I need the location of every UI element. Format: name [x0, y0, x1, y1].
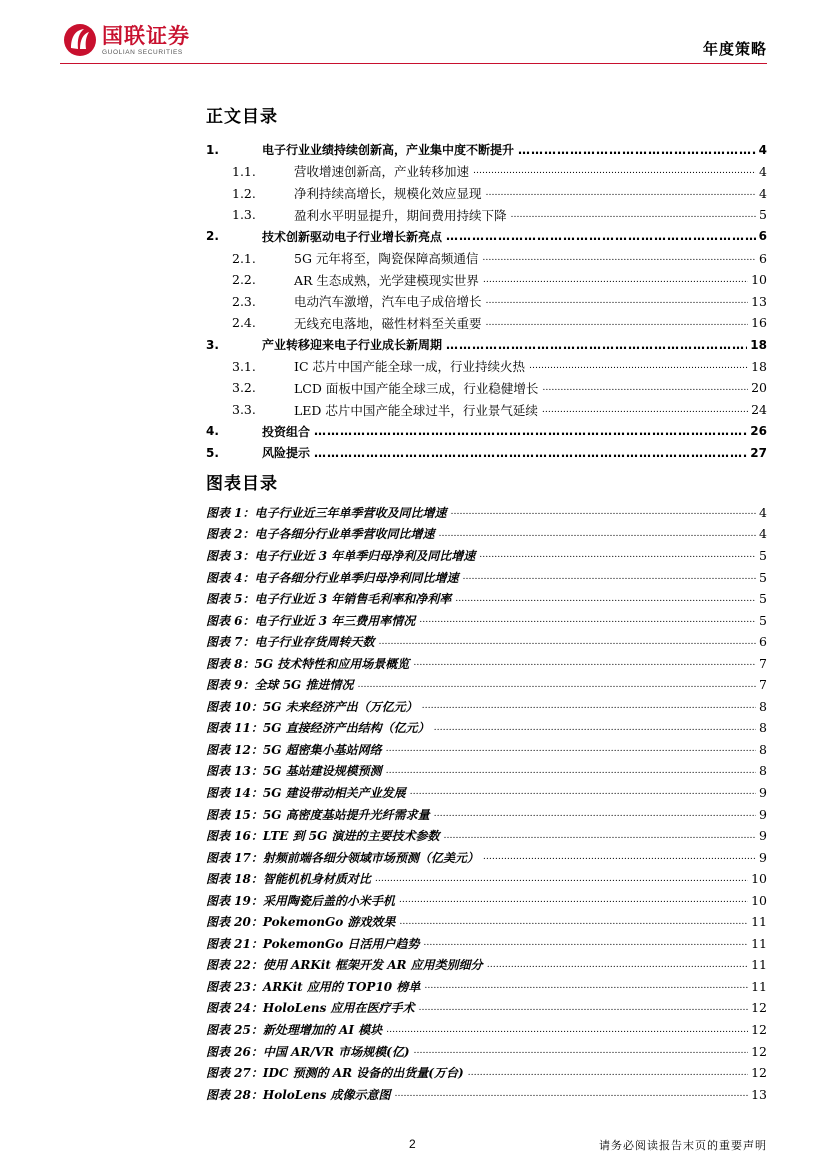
- toc-entry[interactable]: [206, 377, 767, 399]
- toc-entry-title: 5G 元年将至，陶瓷保障高频通信: [294, 251, 479, 267]
- toc-entry-page: 4: [759, 185, 767, 201]
- toc-entry[interactable]: [206, 204, 767, 226]
- figure-entry-title: 图表 2：电子各细分行业单季营收同比增速: [206, 527, 435, 542]
- toc-entry-title: 风险提示: [262, 446, 311, 461]
- figure-entry-link[interactable]: [206, 849, 767, 866]
- dot-leader: [473, 164, 756, 178]
- figure-entry[interactable]: [206, 1062, 767, 1084]
- toc-entry[interactable]: [206, 420, 767, 442]
- figure-entry[interactable]: [206, 609, 767, 631]
- figure-entry-title: 图表 11：5G 直接经济产出结构（亿元）: [206, 721, 430, 736]
- dot-leader: [483, 850, 756, 864]
- toc-entry-page: 26: [750, 424, 767, 439]
- dot-leader: [486, 294, 749, 308]
- figure-entry[interactable]: [206, 760, 767, 782]
- toc-entry[interactable]: [206, 247, 767, 269]
- figure-entry-link[interactable]: [206, 935, 767, 952]
- figure-entry-link[interactable]: [206, 999, 767, 1016]
- figure-entry-title: 图表 28：HoloLens 成像示意图: [206, 1087, 391, 1102]
- figure-entry-page: 9: [759, 806, 767, 822]
- toc-entry-link[interactable]: [294, 292, 767, 310]
- figure-entry-title: 图表 25：新处理增加的 AI 模块: [206, 1023, 383, 1037]
- figure-entry[interactable]: [206, 696, 767, 718]
- figure-list-title: 图表目录: [206, 473, 278, 494]
- toc-entry-page: 4: [758, 142, 767, 157]
- dot-leader: [542, 403, 748, 417]
- toc-entry-link[interactable]: [262, 423, 767, 440]
- figure-entry-title: 图表 9：全球 5G 推进情况: [206, 678, 354, 693]
- figure-entry-link[interactable]: [206, 525, 767, 542]
- figure-entry[interactable]: [206, 889, 767, 911]
- toc-entry-link[interactable]: [262, 336, 767, 353]
- figure-entry-page: 10: [751, 892, 767, 908]
- figure-entry-page: 12: [751, 1043, 767, 1059]
- figure-entry-title: 图表 16：LTE 到 5G 演进的主要技术参数: [206, 829, 440, 844]
- figure-entry-link[interactable]: [206, 741, 767, 758]
- figure-entry-link[interactable]: [206, 719, 767, 736]
- figure-entry-page: 12: [751, 1065, 767, 1081]
- figure-entry-title: 图表 6：电子行业近 3 年三费用率情况: [206, 613, 416, 628]
- dot-leader: [414, 1044, 749, 1058]
- dot-leader: [386, 742, 756, 756]
- dot-leader: [314, 424, 747, 438]
- figure-entry[interactable]: [206, 588, 767, 610]
- toc-entry-number: 1.1.: [232, 163, 256, 179]
- figure-entry-title: 图表 26：中国 AR/VR 市场规模(亿): [206, 1044, 410, 1059]
- toc-entry-link[interactable]: [262, 141, 767, 158]
- figure-entry-title: 图表 20：PokemonGo 游戏效果: [206, 915, 396, 930]
- figure-entry-title: 图表 18：智能机机身材质对比: [206, 872, 371, 887]
- disclaimer-text: 请务必阅读报告末页的重要声明: [599, 1139, 767, 1152]
- figure-entry-page: 8: [759, 763, 767, 779]
- dot-leader: [486, 186, 757, 200]
- toc-entry-link[interactable]: [294, 271, 767, 289]
- figure-entry[interactable]: [206, 825, 767, 847]
- figure-entry[interactable]: [206, 954, 767, 976]
- toc-entry-link[interactable]: [294, 314, 767, 332]
- dot-leader: [386, 1023, 748, 1037]
- toc-entry-page: 27: [750, 445, 767, 460]
- figure-entry-page: 11: [751, 935, 767, 951]
- figure-entry-title: 图表 14：5G 建设带动相关产业发展: [206, 785, 406, 800]
- toc-entry-title: 营收增速创新高，产业转移加速: [294, 164, 470, 180]
- guolian-logo-icon: [62, 22, 98, 58]
- toc-entry-number: 2.4.: [232, 315, 256, 331]
- dot-leader: [518, 143, 756, 157]
- dot-leader: [529, 359, 748, 373]
- figure-entry-link[interactable]: [206, 547, 767, 564]
- figure-entry-title: 图表 8：5G 技术特性和应用场景概览: [206, 656, 410, 671]
- toc-entry-title: 产业转移迎来电子行业成长新周期: [262, 338, 443, 353]
- toc-entry[interactable]: [206, 334, 767, 356]
- figure-entry-page: 5: [759, 569, 767, 585]
- dot-leader: [413, 656, 756, 670]
- toc-entry-number: 2.1.: [232, 250, 256, 266]
- dot-leader: [486, 316, 749, 330]
- figure-entry-link[interactable]: [206, 827, 767, 844]
- figure-entry-page: 8: [759, 698, 767, 714]
- dot-leader: [482, 251, 756, 265]
- page-number: 2: [409, 1137, 416, 1151]
- figure-entry-page: 11: [751, 957, 767, 973]
- dot-leader: [446, 338, 747, 352]
- toc-entry-number: 3.3.: [232, 402, 256, 417]
- figure-entry-link[interactable]: [206, 1064, 767, 1081]
- toc-entry-link[interactable]: [262, 444, 767, 461]
- figure-entry-link[interactable]: [206, 1086, 767, 1103]
- toc-entry-number: 3.: [206, 337, 219, 352]
- figure-entry[interactable]: [206, 1019, 767, 1041]
- figure-entry[interactable]: [206, 545, 767, 567]
- dot-leader: [423, 936, 748, 950]
- toc-entry-page: 10: [751, 272, 767, 288]
- figure-entry[interactable]: [206, 868, 767, 890]
- toc-entry-number: 2.2.: [232, 272, 256, 288]
- dot-leader: [542, 381, 748, 395]
- dot-leader: [314, 446, 747, 460]
- figure-entry[interactable]: [206, 1083, 767, 1105]
- toc-entry-page: 20: [751, 380, 767, 396]
- figure-entry-page: 10: [751, 871, 767, 887]
- toc-entry[interactable]: [206, 399, 767, 421]
- header-divider: [60, 63, 767, 64]
- figure-entry-title: 图表 15：5G 高密度基站提升光纤需求量: [206, 807, 430, 822]
- toc-entry[interactable]: [206, 442, 767, 464]
- toc-entry-number: 4.: [206, 424, 219, 439]
- dot-leader: [422, 699, 756, 713]
- toc-entry[interactable]: [206, 139, 767, 161]
- figure-entry-page: 7: [759, 677, 767, 693]
- dot-leader: [455, 592, 756, 606]
- figure-entry-title: 图表 4：电子各细分行业单季归母净利同比增速: [206, 570, 459, 585]
- toc-entry-page: 6: [758, 229, 767, 244]
- toc-entry[interactable]: [206, 312, 767, 334]
- logo-chinese-name: 国联证券: [102, 23, 190, 48]
- dot-leader: [487, 958, 748, 972]
- figure-entry-title: 图表 27：IDC 预测的 AR 设备的出货量(万台): [206, 1066, 464, 1081]
- dot-leader: [399, 893, 748, 907]
- figure-entry-link[interactable]: [206, 892, 767, 909]
- toc-entry-title: 技术创新驱动电子行业增长新亮点: [262, 229, 443, 244]
- figure-entry-page: 5: [759, 612, 767, 628]
- toc-entry-page: 4: [759, 163, 767, 179]
- figure-entry-page: 12: [751, 1000, 767, 1016]
- figure-entry-link[interactable]: [206, 569, 767, 586]
- figure-entry-link[interactable]: [206, 870, 767, 887]
- figure-entry-page: 12: [751, 1022, 767, 1037]
- toc-entry-number: 3.2.: [232, 380, 256, 396]
- table-of-contents-page: [206, 105, 767, 1105]
- figure-entry[interactable]: [206, 846, 767, 868]
- figure-entry-link[interactable]: [206, 913, 767, 930]
- figure-entry-link[interactable]: [206, 1021, 767, 1038]
- figure-entry-page: 7: [759, 655, 767, 671]
- toc-title: 正文目录: [206, 107, 278, 127]
- figure-entry[interactable]: [206, 502, 767, 524]
- dot-leader: [479, 548, 756, 562]
- figure-entry-link[interactable]: [206, 762, 767, 779]
- dot-leader: [444, 829, 757, 843]
- dot-leader: [434, 807, 756, 821]
- document-type-label: 年度策略: [702, 40, 767, 58]
- figure-entry-link[interactable]: [206, 590, 767, 607]
- toc-entry-link[interactable]: [262, 228, 767, 245]
- figure-entry-link[interactable]: [206, 504, 767, 521]
- dot-leader: [419, 613, 756, 627]
- figure-entry-title: 图表 17：射频前端各细分领域市场预测（亿美元）: [206, 850, 479, 865]
- logo-english-name: GUOLIAN SECURITIES: [102, 48, 183, 56]
- figure-entry-link[interactable]: [206, 784, 767, 801]
- figure-entry-page: 9: [759, 784, 767, 800]
- dot-leader: [439, 527, 757, 541]
- dot-leader: [483, 273, 748, 287]
- figure-entry[interactable]: [206, 976, 767, 998]
- figure-entry-page: 8: [759, 741, 767, 757]
- figure-entry-link[interactable]: [206, 978, 767, 995]
- figure-entry-page: 5: [759, 591, 767, 607]
- toc-entry-link[interactable]: [294, 401, 767, 419]
- dot-leader: [379, 635, 757, 649]
- toc-entry-link[interactable]: [294, 357, 767, 375]
- toc-entry-link[interactable]: [294, 379, 767, 397]
- toc-entry-page: 16: [751, 315, 767, 331]
- toc-entry-title: 净利持续高增长，规模化效应显现: [294, 186, 482, 202]
- dot-leader: [395, 1087, 749, 1101]
- figure-entry-page: 8: [759, 720, 767, 736]
- figure-entry-title: 图表 21：PokemonGo 日活用户趋势: [206, 936, 420, 951]
- dot-leader: [511, 208, 757, 222]
- figure-entry-link[interactable]: [206, 806, 767, 823]
- figure-entry-page: 13: [751, 1086, 767, 1102]
- figure-entry-title: 图表 22：使用 ARKit 框架开发 AR 应用类别细分: [206, 958, 483, 973]
- toc-entry-page: 24: [751, 402, 767, 417]
- figure-entry-link[interactable]: [206, 956, 767, 973]
- figure-entry-title: 图表 1：电子行业近三年单季营收及同比增速: [206, 505, 447, 520]
- figure-entry[interactable]: [206, 739, 767, 761]
- dot-leader: [468, 1066, 748, 1080]
- dot-leader: [434, 721, 756, 735]
- figure-entry-page: 9: [759, 828, 767, 844]
- toc-entry-title: 盈利水平明显提升，期间费用持续下降: [294, 207, 507, 223]
- dot-leader: [375, 872, 748, 886]
- figure-entry-title: 图表 12：5G 超密集小基站网络: [206, 742, 382, 757]
- dot-leader: [446, 229, 756, 243]
- figure-entry[interactable]: [206, 631, 767, 653]
- toc-entry[interactable]: [206, 182, 767, 204]
- toc-entry-link[interactable]: [294, 162, 767, 180]
- toc-entry-link[interactable]: [294, 206, 767, 224]
- dot-leader: [399, 915, 748, 929]
- figure-entry-title: 图表 3：电子行业近 3 年单季归母净利及同比增速: [206, 548, 476, 563]
- figure-entry-link[interactable]: [206, 676, 767, 693]
- figure-entry[interactable]: [206, 997, 767, 1019]
- toc-entry-page: 18: [751, 358, 767, 374]
- toc-entry-title: AR 生态成熟，光学建模现实世界: [294, 272, 479, 288]
- figure-entry-link[interactable]: [206, 655, 767, 672]
- toc-entry-number: 2.: [206, 229, 219, 244]
- figure-entry-title: 图表 24：HoloLens 应用在医疗手术: [206, 1001, 415, 1016]
- toc-entry[interactable]: [206, 161, 767, 183]
- toc-entry-title: 电子行业业绩持续创新高，产业集中度不断提升: [262, 143, 515, 158]
- figure-entry-page: 9: [759, 849, 767, 865]
- toc-entry-title: 无线充电落地，磁性材料至关重要: [294, 315, 482, 331]
- logo-wordmark: [102, 24, 190, 57]
- toc-entry-title: IC 芯片中国产能全球一成，行业持续火热: [294, 359, 525, 375]
- figure-entry[interactable]: [206, 911, 767, 933]
- figure-entry-title: 图表 13：5G 基站建设规模预测: [206, 764, 382, 779]
- figure-entry-page: 4: [759, 504, 767, 520]
- figure-entry-page: 11: [751, 978, 767, 994]
- toc-entry-title: LCD 面板中国产能全球三成，行业稳健增长: [294, 380, 539, 396]
- company-logo: [62, 22, 190, 58]
- figure-entry-page: 6: [759, 634, 767, 650]
- figure-entry-link[interactable]: [206, 633, 767, 650]
- toc-entry-title: LED 芯片中国产能全球过半，行业景气延续: [294, 402, 538, 418]
- dot-leader: [463, 570, 757, 584]
- figure-entry-page: 4: [759, 526, 767, 542]
- figure-entry-page: 11: [751, 914, 767, 930]
- dot-leader: [410, 785, 756, 799]
- figure-entry-link[interactable]: [206, 698, 767, 715]
- figure-entry-link[interactable]: [206, 612, 767, 629]
- toc-entry-link[interactable]: [294, 249, 767, 267]
- figure-entry[interactable]: [206, 652, 767, 674]
- toc-entry-title: 电动汽车激增，汽车电子成倍增长: [294, 294, 482, 310]
- figure-entry-title: 图表 7：电子行业存货周转天数: [206, 635, 375, 650]
- toc-entry-number: 1.2.: [232, 185, 256, 201]
- figure-entry[interactable]: [206, 717, 767, 739]
- figure-entry[interactable]: [206, 782, 767, 804]
- figure-entry[interactable]: [206, 674, 767, 696]
- toc-entry[interactable]: [206, 269, 767, 291]
- toc-list: [206, 139, 767, 464]
- figure-entry[interactable]: [206, 933, 767, 955]
- toc-entry-title: 投资组合: [262, 424, 311, 439]
- toc-entry-number: 3.1.: [232, 358, 256, 374]
- dot-leader: [386, 764, 756, 778]
- toc-entry[interactable]: [206, 355, 767, 377]
- toc-entry-number: 2.3.: [232, 293, 256, 309]
- toc-entry-link[interactable]: [294, 184, 767, 202]
- figure-entry[interactable]: [206, 566, 767, 588]
- toc-entry-page: 5: [759, 207, 767, 223]
- figure-entry-link[interactable]: [206, 1043, 767, 1060]
- figure-entry-page: 5: [759, 547, 767, 563]
- toc-entry-number: 1.3.: [232, 207, 256, 223]
- figure-entry-title: 图表 23：ARKit 应用的 TOP10 榜单: [206, 979, 421, 994]
- dot-leader: [357, 678, 756, 692]
- toc-entry-page: 13: [751, 293, 767, 309]
- toc-entry-page: 6: [759, 250, 767, 266]
- dot-leader: [451, 505, 757, 519]
- figure-entry-title: 图表 10：5G 未来经济产出（万亿元）: [206, 699, 418, 714]
- toc-entry[interactable]: [206, 226, 767, 248]
- toc-entry-number: 1.: [206, 142, 219, 157]
- figure-entry[interactable]: [206, 803, 767, 825]
- toc-entry-number: 5.: [206, 445, 219, 460]
- figure-entry-title: 图表 5：电子行业近 3 年销售毛利率和净利率: [206, 592, 452, 607]
- figure-list: [206, 502, 767, 1105]
- figure-entry-title: 图表 19：采用陶瓷后盖的小米手机: [206, 893, 395, 908]
- figure-entry[interactable]: [206, 523, 767, 545]
- dot-leader: [419, 1001, 749, 1015]
- toc-entry-page: 18: [750, 337, 767, 352]
- toc-entry[interactable]: [206, 290, 767, 312]
- dot-leader: [424, 979, 748, 993]
- figure-entry[interactable]: [206, 1040, 767, 1062]
